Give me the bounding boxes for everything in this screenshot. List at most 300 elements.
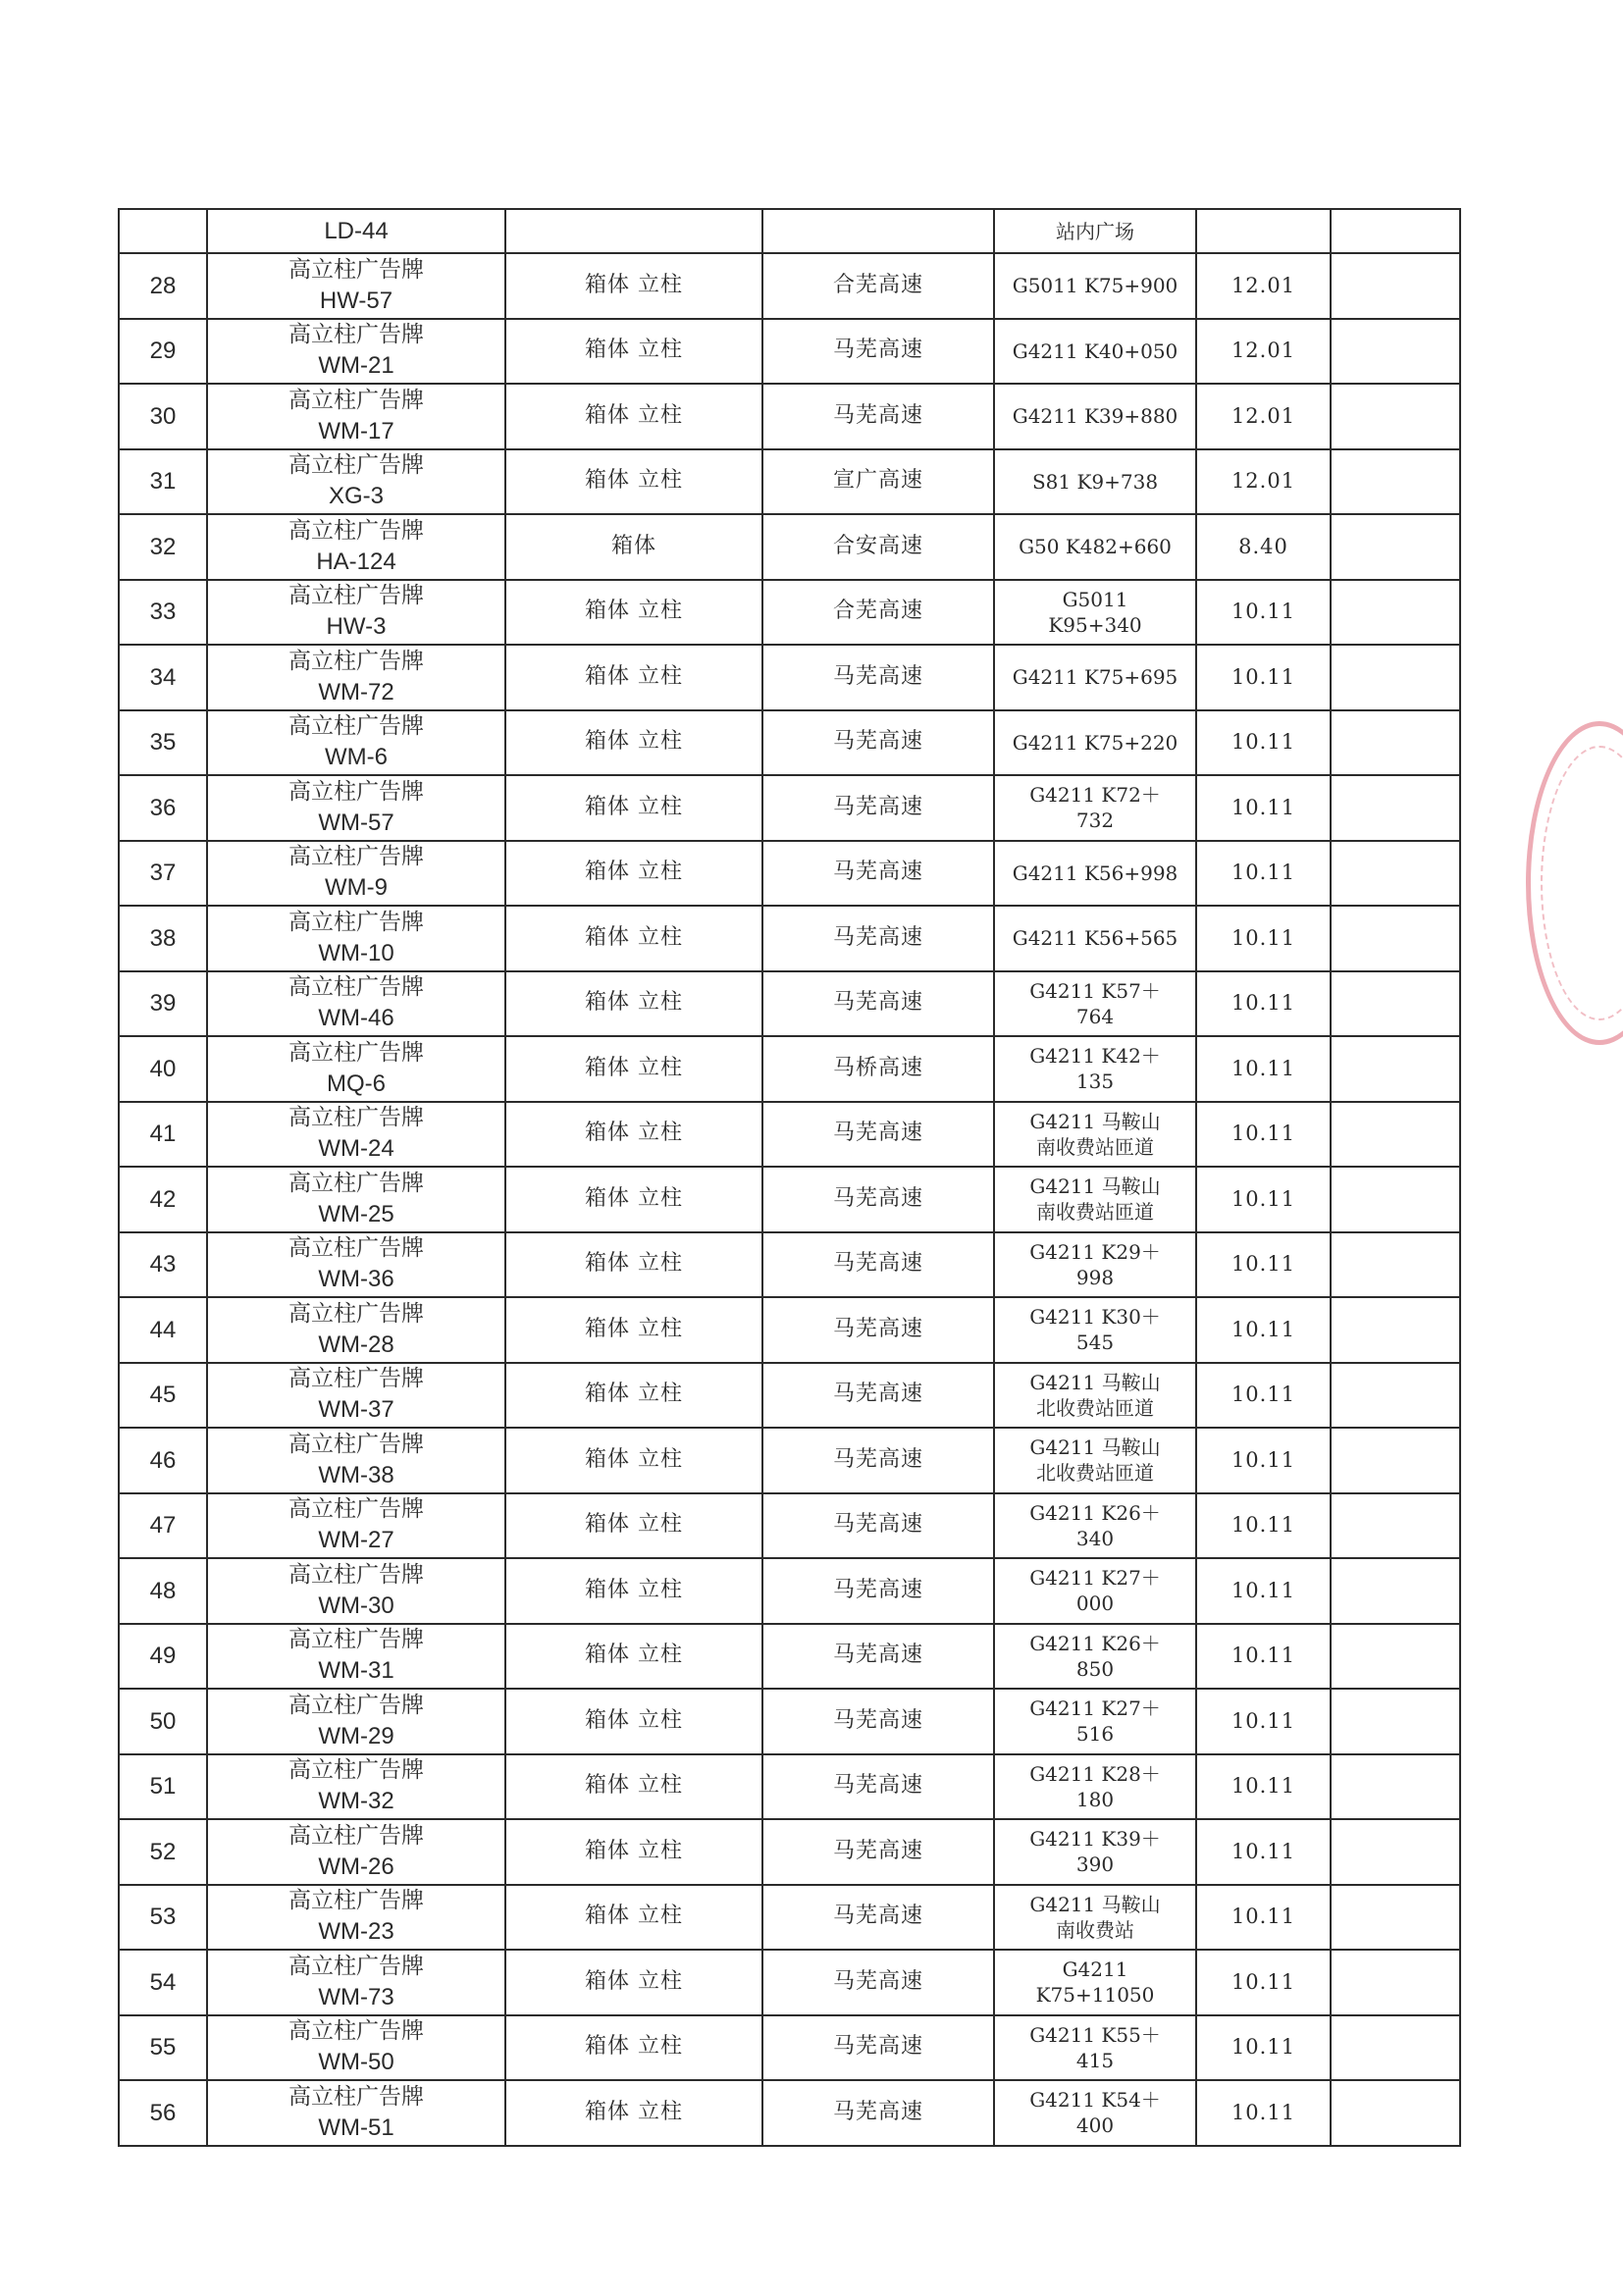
cell-no: 48 — [119, 1558, 207, 1624]
cell-road: 马芜高速 — [762, 1558, 994, 1624]
cell-title: 高立柱广告牌 — [288, 2083, 424, 2110]
cell-no: 29 — [119, 319, 207, 385]
cell-no: 37 — [119, 841, 207, 907]
cell-name — [207, 1167, 505, 1232]
cell-location: G4211 K39+880 — [994, 384, 1196, 449]
cell-no: 46 — [119, 1428, 207, 1493]
cell-area: 10.11 — [1196, 1754, 1331, 1820]
cell-no: 49 — [119, 1624, 207, 1690]
cell-no: 52 — [119, 1819, 207, 1885]
cell-type: 箱体 立柱 — [505, 971, 762, 1037]
cell-note — [1331, 319, 1460, 385]
cell-road: 马芜高速 — [762, 645, 994, 710]
cell-title: 高立柱广告牌 — [288, 322, 424, 348]
cell-title: 高立柱广告牌 — [288, 1496, 424, 1523]
cell-road: 宣广高速 — [762, 449, 994, 515]
cell-type: 箱体 立柱 — [505, 1363, 762, 1429]
cell-title: 高立柱广告牌 — [288, 974, 424, 1001]
cell-no: 32 — [119, 514, 207, 580]
table-row — [119, 1297, 1460, 1363]
cell-title: 高立柱广告牌 — [288, 256, 424, 283]
cell-location: G4211 K75+11050 — [994, 1950, 1196, 2015]
cell-area: 12.01 — [1196, 319, 1331, 385]
cell-title: 高立柱广告牌 — [288, 2018, 424, 2045]
cell-road: 马芜高速 — [762, 906, 994, 971]
cell-note — [1331, 1624, 1460, 1690]
cell-type: 箱体 立柱 — [505, 841, 762, 907]
table-row — [119, 319, 1460, 385]
cell-type: 箱体 立柱 — [505, 2080, 762, 2146]
cell-note — [1331, 514, 1460, 580]
cell-code: WM-32 — [318, 1788, 394, 1815]
cell-note — [1331, 580, 1460, 646]
cell-note — [1331, 1885, 1460, 1951]
cell-note — [1331, 1950, 1460, 2015]
cell-name — [207, 1689, 505, 1754]
table-row — [119, 2080, 1460, 2146]
cell-location: G4211 马鞍山 南收费站 — [994, 1885, 1196, 1951]
cell-no: 39 — [119, 971, 207, 1037]
cell-code: WM-50 — [318, 2049, 394, 2076]
cell-code: WM-25 — [318, 1200, 394, 1227]
cell-name — [207, 449, 505, 515]
cell-type: 箱体 立柱 — [505, 1819, 762, 1885]
cell-road: 马芜高速 — [762, 1428, 994, 1493]
cell-no: 42 — [119, 1167, 207, 1232]
cell-note — [1331, 906, 1460, 971]
cell-location: G4211 马鞍山 南收费站匝道 — [994, 1102, 1196, 1168]
cell-no: 53 — [119, 1885, 207, 1951]
cell-no: 34 — [119, 645, 207, 710]
cell-code: WM-17 — [318, 417, 394, 444]
cell-no: 38 — [119, 906, 207, 971]
table-row — [119, 710, 1460, 776]
cell-type: 箱体 — [505, 514, 762, 580]
cell-code: WM-51 — [318, 2113, 394, 2141]
cell-no: 45 — [119, 1363, 207, 1429]
cell-title: 高立柱广告牌 — [288, 452, 424, 479]
cell-code: WM-36 — [318, 1266, 394, 1293]
cell-name — [207, 1819, 505, 1885]
table-row — [119, 1102, 1460, 1168]
cell-name — [207, 2015, 505, 2081]
table-row — [119, 841, 1460, 907]
table-row — [119, 514, 1460, 580]
cell-road: 马芜高速 — [762, 1754, 994, 1820]
cell-code: WM-9 — [325, 874, 388, 902]
cell-area: 12.01 — [1196, 384, 1331, 449]
cell-title: 高立柱广告牌 — [288, 1170, 424, 1196]
cell-title: 高立柱广告牌 — [288, 1757, 424, 1784]
cell-area: 10.11 — [1196, 1363, 1331, 1429]
cell-code: WM-6 — [325, 744, 388, 771]
cell-name — [207, 1558, 505, 1624]
cell-code: WM-26 — [318, 1852, 394, 1880]
cell-note — [1331, 971, 1460, 1037]
cell-road: 马桥高速 — [762, 1036, 994, 1102]
cell-no: 47 — [119, 1493, 207, 1559]
cell-area: 10.11 — [1196, 1297, 1331, 1363]
cell-type: 箱体 立柱 — [505, 1493, 762, 1559]
cell-area: 10.11 — [1196, 971, 1331, 1037]
cell-code: XG-3 — [328, 483, 384, 510]
table-row — [119, 1428, 1460, 1493]
table-row — [119, 1689, 1460, 1754]
cell-code: WM-30 — [318, 1592, 394, 1619]
cell-name — [207, 1232, 505, 1298]
cell-type: 箱体 立柱 — [505, 1885, 762, 1951]
cell-type: 箱体 立柱 — [505, 253, 762, 319]
cell-location: G4211 K29＋ 998 — [994, 1232, 1196, 1298]
cell-name — [207, 645, 505, 710]
cell-no: 41 — [119, 1102, 207, 1168]
cell-road: 马芜高速 — [762, 1102, 994, 1168]
cell-location: G4211 K56+565 — [994, 906, 1196, 971]
cell-location: G5011 K95+340 — [994, 580, 1196, 646]
cell-title: 高立柱广告牌 — [288, 1366, 424, 1392]
table-row — [119, 1036, 1460, 1102]
cell-name — [207, 2080, 505, 2146]
cell-location: G4211 K75+695 — [994, 645, 1196, 710]
table-row — [119, 1950, 1460, 2015]
table-row — [119, 1885, 1460, 1951]
cell-area: 10.11 — [1196, 1167, 1331, 1232]
cell-area: 10.11 — [1196, 1558, 1331, 1624]
cell-area: 10.11 — [1196, 775, 1331, 841]
cell-type: 箱体 立柱 — [505, 1624, 762, 1690]
table-row — [119, 971, 1460, 1037]
cell-no: 31 — [119, 449, 207, 515]
cell-road: 马芜高速 — [762, 1363, 994, 1429]
cell-note — [1331, 645, 1460, 710]
cell-location: G4211 K30＋ 545 — [994, 1297, 1196, 1363]
cell-code: WM-23 — [318, 1918, 394, 1946]
cell-name — [207, 1102, 505, 1168]
cell-road — [762, 209, 994, 253]
cell-title: 高立柱广告牌 — [288, 1822, 424, 1849]
cell-code: HW-3 — [326, 613, 387, 641]
cell-type: 箱体 立柱 — [505, 1232, 762, 1298]
cell-type: 箱体 立柱 — [505, 1297, 762, 1363]
cell-no: 28 — [119, 253, 207, 319]
table-row — [119, 775, 1460, 841]
cell-type: 箱体 立柱 — [505, 710, 762, 776]
cell-note — [1331, 841, 1460, 907]
cell-title: 高立柱广告牌 — [288, 1431, 424, 1457]
cell-area: 12.01 — [1196, 253, 1331, 319]
cell-area: 10.11 — [1196, 1036, 1331, 1102]
cell-code: WM-21 — [318, 352, 394, 380]
cell-note — [1331, 775, 1460, 841]
cell-road: 马芜高速 — [762, 971, 994, 1037]
cell-note — [1331, 1363, 1460, 1429]
cell-no: 33 — [119, 580, 207, 646]
cell-road: 马芜高速 — [762, 384, 994, 449]
cell-code: WM-73 — [318, 1983, 394, 2010]
cell-type: 箱体 立柱 — [505, 1036, 762, 1102]
cell-note — [1331, 1819, 1460, 1885]
cell-name — [207, 1950, 505, 2015]
cell-type: 箱体 立柱 — [505, 906, 762, 971]
cell-road: 马芜高速 — [762, 841, 994, 907]
cell-note — [1331, 2015, 1460, 2081]
cell-area: 10.11 — [1196, 1819, 1331, 1885]
cell-road: 马芜高速 — [762, 319, 994, 385]
cell-name — [207, 1493, 505, 1559]
cell-note — [1331, 449, 1460, 515]
cell-note — [1331, 1428, 1460, 1493]
cell-no: 30 — [119, 384, 207, 449]
cell-location: G4211 马鞍山 南收费站匝道 — [994, 1167, 1196, 1232]
cell-road: 马芜高速 — [762, 2080, 994, 2146]
cell-road: 马芜高速 — [762, 775, 994, 841]
cell-name — [207, 319, 505, 385]
cell-code: WM-31 — [318, 1657, 394, 1685]
cell-note — [1331, 209, 1460, 253]
cell-no: 51 — [119, 1754, 207, 1820]
cell-note — [1331, 2080, 1460, 2146]
cell-type: 箱体 立柱 — [505, 580, 762, 646]
cell-road: 马芜高速 — [762, 1950, 994, 2015]
cell-area: 8.40 — [1196, 514, 1331, 580]
table-row — [119, 1624, 1460, 1690]
cell-location: G4211 K26＋ 340 — [994, 1493, 1196, 1559]
cell-title: 高立柱广告牌 — [288, 844, 424, 870]
cell-title: 高立柱广告牌 — [288, 1105, 424, 1131]
cell-location: G4211 K75+220 — [994, 710, 1196, 776]
table-row — [119, 1493, 1460, 1559]
cell-road: 马芜高速 — [762, 1819, 994, 1885]
cell-type: 箱体 立柱 — [505, 384, 762, 449]
cell-code: MQ-6 — [327, 1070, 386, 1097]
cell-title: 高立柱广告牌 — [288, 1235, 424, 1262]
table-body — [119, 209, 1460, 2146]
cell-note — [1331, 253, 1460, 319]
cell-area: 10.11 — [1196, 2080, 1331, 2146]
cell-type: 箱体 立柱 — [505, 1558, 762, 1624]
cell-location: G4211 K27＋ 516 — [994, 1689, 1196, 1754]
cell-name — [207, 1754, 505, 1820]
cell-location: G4211 K42＋ 135 — [994, 1036, 1196, 1102]
cell-road: 合芜高速 — [762, 580, 994, 646]
cell-area: 10.11 — [1196, 841, 1331, 907]
cell-location: G4211 K56+998 — [994, 841, 1196, 907]
cell-location: G4211 K54＋ 400 — [994, 2080, 1196, 2146]
cell-area: 10.11 — [1196, 1950, 1331, 2015]
cell-area: 10.11 — [1196, 1624, 1331, 1690]
table-row — [119, 580, 1460, 646]
cell-name — [207, 775, 505, 841]
cell-name — [207, 710, 505, 776]
cell-note — [1331, 1689, 1460, 1754]
cell-code: WM-28 — [318, 1331, 394, 1358]
cell-type: 箱体 立柱 — [505, 645, 762, 710]
cell-location: G50 K482+660 — [994, 514, 1196, 580]
cell-name — [207, 253, 505, 319]
cell-name — [207, 1036, 505, 1102]
cell-type: 箱体 立柱 — [505, 319, 762, 385]
cell-title: 高立柱广告牌 — [288, 1039, 424, 1066]
cell-area: 10.11 — [1196, 1493, 1331, 1559]
cell-name — [207, 1363, 505, 1429]
cell-type: 箱体 立柱 — [505, 1950, 762, 2015]
cell-area: 10.11 — [1196, 1885, 1331, 1951]
cell-location: G4211 K55＋ 415 — [994, 2015, 1196, 2081]
cell-name — [207, 384, 505, 449]
cell-location: G4211 K26＋ 850 — [994, 1624, 1196, 1690]
cell-type: 箱体 立柱 — [505, 1689, 762, 1754]
cell-title: 高立柱广告牌 — [288, 387, 424, 413]
cell-note — [1331, 1558, 1460, 1624]
table-row — [119, 449, 1460, 515]
cell-title: 高立柱广告牌 — [288, 583, 424, 609]
cell-no: 40 — [119, 1036, 207, 1102]
cell-location: G4211 K40+050 — [994, 319, 1196, 385]
cell-title: 高立柱广告牌 — [288, 648, 424, 674]
cell-name — [207, 209, 505, 253]
cell-no: 55 — [119, 2015, 207, 2081]
cell-area — [1196, 209, 1331, 253]
table-row — [119, 906, 1460, 971]
cell-area: 10.11 — [1196, 1428, 1331, 1493]
cell-road: 合安高速 — [762, 514, 994, 580]
cell-name — [207, 580, 505, 646]
table-row — [119, 1558, 1460, 1624]
cell-type: 箱体 立柱 — [505, 2015, 762, 2081]
cell-code: HA-124 — [316, 548, 396, 575]
cell-type: 箱体 立柱 — [505, 1102, 762, 1168]
cell-area: 12.01 — [1196, 449, 1331, 515]
cell-area: 10.11 — [1196, 2015, 1331, 2081]
cell-note — [1331, 1102, 1460, 1168]
cell-location: G4211 马鞍山 北收费站匝道 — [994, 1428, 1196, 1493]
table-row — [119, 1167, 1460, 1232]
cell-location: 站内广场 — [994, 209, 1196, 253]
cell-code: WM-46 — [318, 1005, 394, 1032]
cell-road: 马芜高速 — [762, 1885, 994, 1951]
cell-road: 马芜高速 — [762, 1297, 994, 1363]
cell-road: 合芜高速 — [762, 253, 994, 319]
table-row — [119, 1363, 1460, 1429]
cell-type: 箱体 立柱 — [505, 775, 762, 841]
cell-type — [505, 209, 762, 253]
cell-location: G5011 K75+900 — [994, 253, 1196, 319]
cell-title: 高立柱广告牌 — [288, 909, 424, 935]
billboard-table — [118, 208, 1461, 2147]
table-row — [119, 1754, 1460, 1820]
cell-area: 10.11 — [1196, 645, 1331, 710]
cell-code: WM-10 — [318, 939, 394, 966]
cell-location: G4211 马鞍山 北收费站匝道 — [994, 1363, 1196, 1429]
cell-note — [1331, 384, 1460, 449]
cell-area: 10.11 — [1196, 1689, 1331, 1754]
table-row — [119, 645, 1460, 710]
cell-note — [1331, 1297, 1460, 1363]
cell-code: WM-37 — [318, 1396, 394, 1424]
cell-no: 50 — [119, 1689, 207, 1754]
cell-code: LD-44 — [324, 217, 389, 244]
cell-road: 马芜高速 — [762, 2015, 994, 2081]
cell-name — [207, 1624, 505, 1690]
cell-title: 高立柱广告牌 — [288, 1692, 424, 1718]
cell-location: G4211 K72＋ 732 — [994, 775, 1196, 841]
cell-no: 35 — [119, 710, 207, 776]
cell-code: WM-72 — [318, 678, 394, 705]
cell-type: 箱体 立柱 — [505, 1754, 762, 1820]
cell-name — [207, 841, 505, 907]
cell-title: 高立柱广告牌 — [288, 713, 424, 740]
cell-title: 高立柱广告牌 — [288, 1888, 424, 1914]
cell-location: S81 K9+738 — [994, 449, 1196, 515]
cell-title: 高立柱广告牌 — [288, 1300, 424, 1327]
cell-road: 马芜高速 — [762, 1493, 994, 1559]
cell-area: 10.11 — [1196, 580, 1331, 646]
cell-name — [207, 1885, 505, 1951]
cell-code: HW-57 — [319, 287, 393, 314]
cell-road: 马芜高速 — [762, 1167, 994, 1232]
cell-area: 10.11 — [1196, 1102, 1331, 1168]
cell-area: 10.11 — [1196, 710, 1331, 776]
table-row — [119, 253, 1460, 319]
cell-note — [1331, 710, 1460, 776]
cell-code: WM-27 — [318, 1527, 394, 1554]
table-row — [119, 384, 1460, 449]
cell-note — [1331, 1167, 1460, 1232]
cell-name — [207, 1428, 505, 1493]
cell-location: G4211 K57＋ 764 — [994, 971, 1196, 1037]
cell-code: WM-57 — [318, 809, 394, 836]
cell-title: 高立柱广告牌 — [288, 1561, 424, 1588]
cell-type: 箱体 立柱 — [505, 449, 762, 515]
cell-no: 43 — [119, 1232, 207, 1298]
cell-code: WM-24 — [318, 1135, 394, 1163]
cell-name — [207, 971, 505, 1037]
cell-title: 高立柱广告牌 — [288, 1953, 424, 1979]
table-row — [119, 1819, 1460, 1885]
cell-location: G4211 K28＋ 180 — [994, 1754, 1196, 1820]
cell-note — [1331, 1232, 1460, 1298]
cell-road: 马芜高速 — [762, 1689, 994, 1754]
cell-title: 高立柱广告牌 — [288, 778, 424, 805]
table-row — [119, 1232, 1460, 1298]
cell-type: 箱体 立柱 — [505, 1167, 762, 1232]
cell-note — [1331, 1754, 1460, 1820]
cell-name — [207, 1297, 505, 1363]
cell-title: 高立柱广告牌 — [288, 1627, 424, 1653]
cell-no: 44 — [119, 1297, 207, 1363]
cell-no: 36 — [119, 775, 207, 841]
cell-location: G4211 K39＋ 390 — [994, 1819, 1196, 1885]
cell-no — [119, 209, 207, 253]
cell-code: WM-38 — [318, 1461, 394, 1488]
cell-no: 54 — [119, 1950, 207, 2015]
cell-no: 56 — [119, 2080, 207, 2146]
cell-note — [1331, 1493, 1460, 1559]
cell-type: 箱体 立柱 — [505, 1428, 762, 1493]
cell-note — [1331, 1036, 1460, 1102]
cell-road: 马芜高速 — [762, 710, 994, 776]
table-row — [119, 2015, 1460, 2081]
table-row-continued — [119, 209, 1460, 253]
cell-road: 马芜高速 — [762, 1624, 994, 1690]
cell-road: 马芜高速 — [762, 1232, 994, 1298]
cell-code: WM-29 — [318, 1722, 394, 1749]
cell-location: G4211 K27＋ 000 — [994, 1558, 1196, 1624]
cell-name — [207, 514, 505, 580]
cell-name — [207, 906, 505, 971]
cell-area: 10.11 — [1196, 1232, 1331, 1298]
cell-title: 高立柱广告牌 — [288, 517, 424, 544]
